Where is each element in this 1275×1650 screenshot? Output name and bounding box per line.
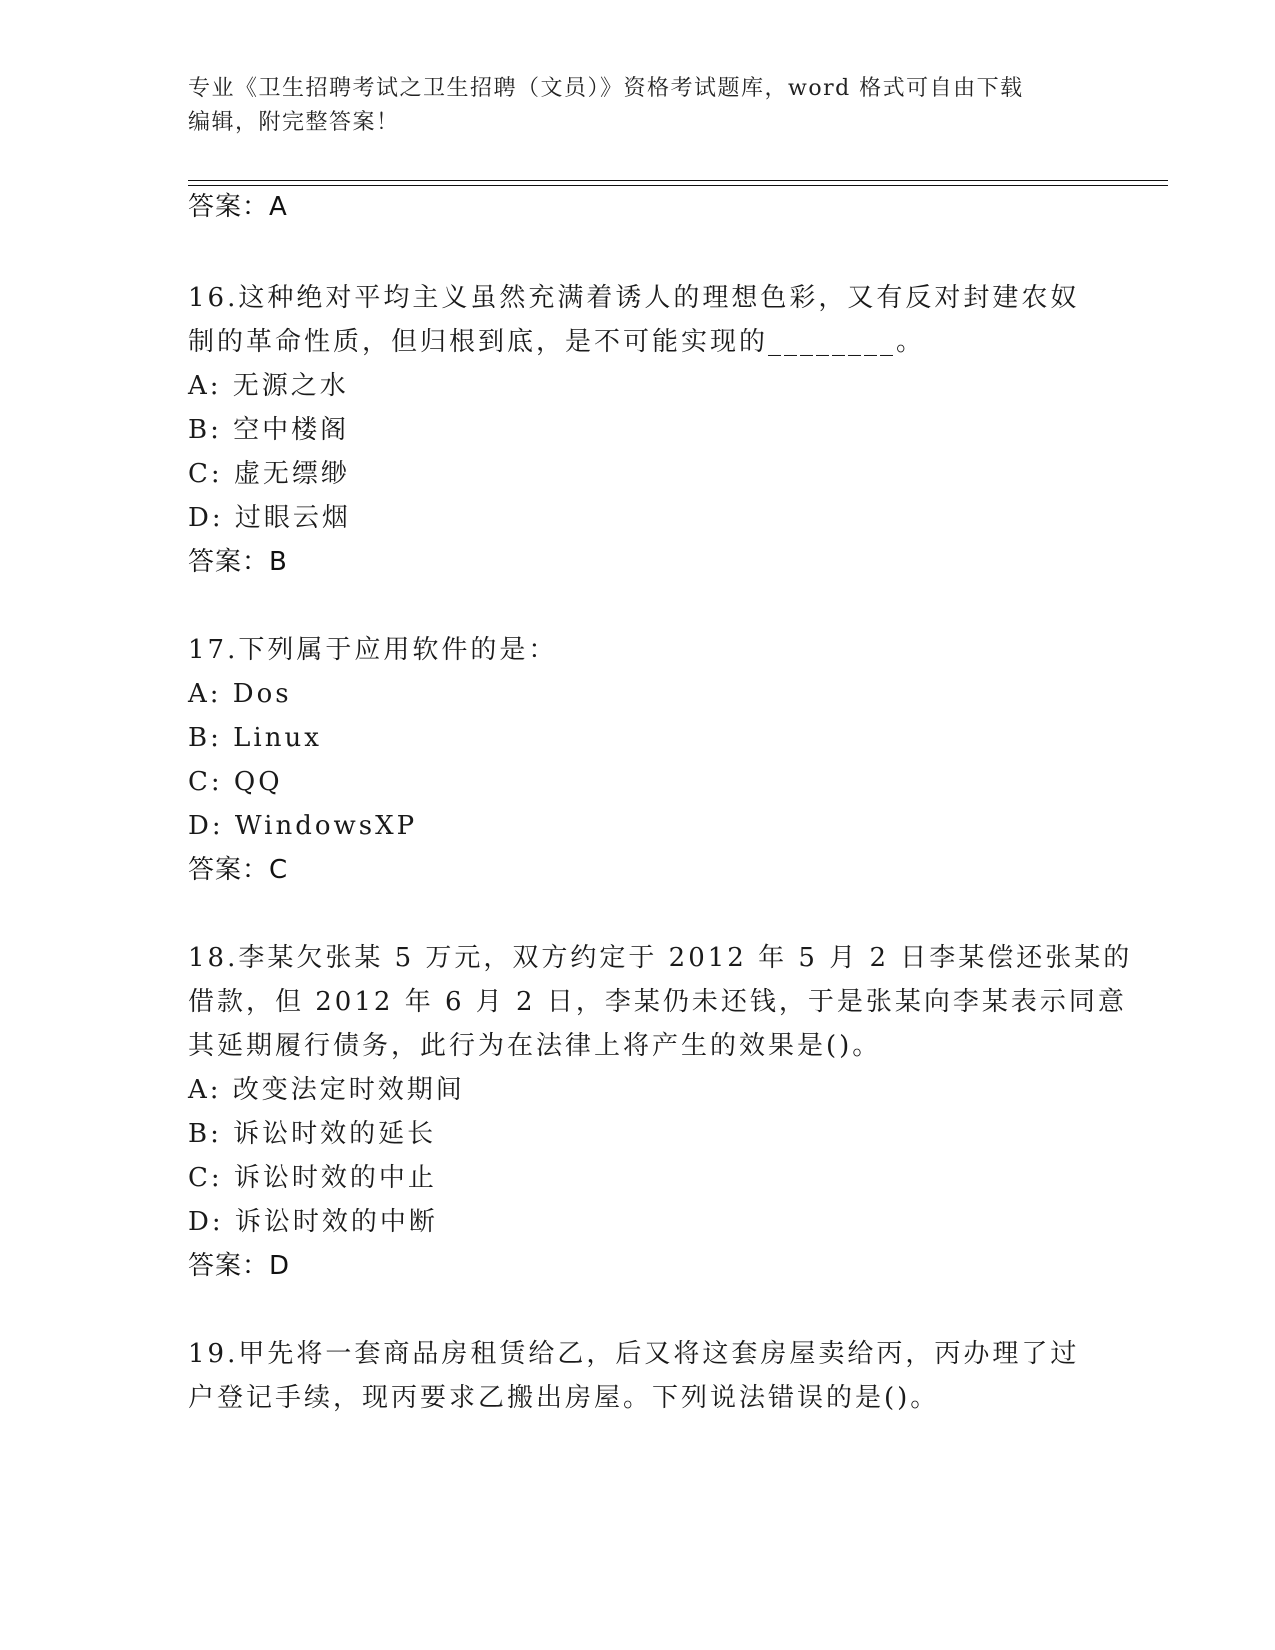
question-18-option-a: A: 改变法定时效期间	[188, 1075, 465, 1105]
question-17-option-d: D: WindowsXP	[188, 811, 418, 841]
question-16-option-b: B: 空中楼阁	[188, 415, 350, 445]
document-header	[188, 72, 1088, 140]
question-18-option-b: B: 诉讼时效的延长	[188, 1119, 437, 1149]
question-16-text-line-2: 制的革命性质，但归根到底，是不可能实现的________。	[188, 327, 926, 357]
question-19-text-line-1: 19.甲先将一套商品房租赁给乙，后又将这套房屋卖给丙，丙办理了过	[188, 1339, 1080, 1369]
header-divider-bottom	[188, 185, 1168, 186]
question-16-option-d: D: 过眼云烟	[188, 503, 351, 533]
question-16-option-c: C: 虚无缥缈	[188, 459, 350, 489]
question-18-option-d: D: 诉讼时效的中断	[188, 1207, 438, 1237]
question-18-text-line-1: 18.李某欠张某 5 万元，双方约定于 2012 年 5 月 2 日李某偿还张某的	[188, 943, 1133, 973]
answer-prev: 答案：A	[188, 192, 288, 222]
question-18-text-line-2: 借款，但 2012 年 6 月 2 日，李某仍未还钱，于是张某向李某表示同意	[188, 987, 1127, 1017]
header-divider-top	[188, 180, 1168, 181]
question-17-option-b: B: Linux	[188, 723, 322, 753]
question-18-answer: 答案：D	[188, 1251, 291, 1281]
question-17-text-line-1: 17.下列属于应用软件的是：	[188, 635, 558, 665]
question-18-option-c: C: 诉讼时效的中止	[188, 1163, 437, 1193]
header-line-2: 编辑，附完整答案！	[188, 110, 400, 135]
question-16-answer: 答案：B	[188, 547, 288, 577]
header-line-1: 专业《卫生招聘考试之卫生招聘（文员）》资格考试题库，word 格式可自由下载	[188, 76, 1024, 101]
question-17-option-a: A: Dos	[188, 679, 292, 709]
question-16-text-line-1: 16.这种绝对平均主义虽然充满着诱人的理想色彩，又有反对封建农奴	[188, 283, 1080, 313]
question-17-answer: 答案：C	[188, 855, 289, 885]
question-16-option-a: A: 无源之水	[188, 371, 349, 401]
question-19-text-line-2: 户登记手续，现丙要求乙搬出房屋。下列说法错误的是()。	[188, 1383, 940, 1413]
question-18-text-line-3: 其延期履行债务，此行为在法律上将产生的效果是()。	[188, 1031, 882, 1061]
question-17-option-c: C: QQ	[188, 767, 283, 797]
